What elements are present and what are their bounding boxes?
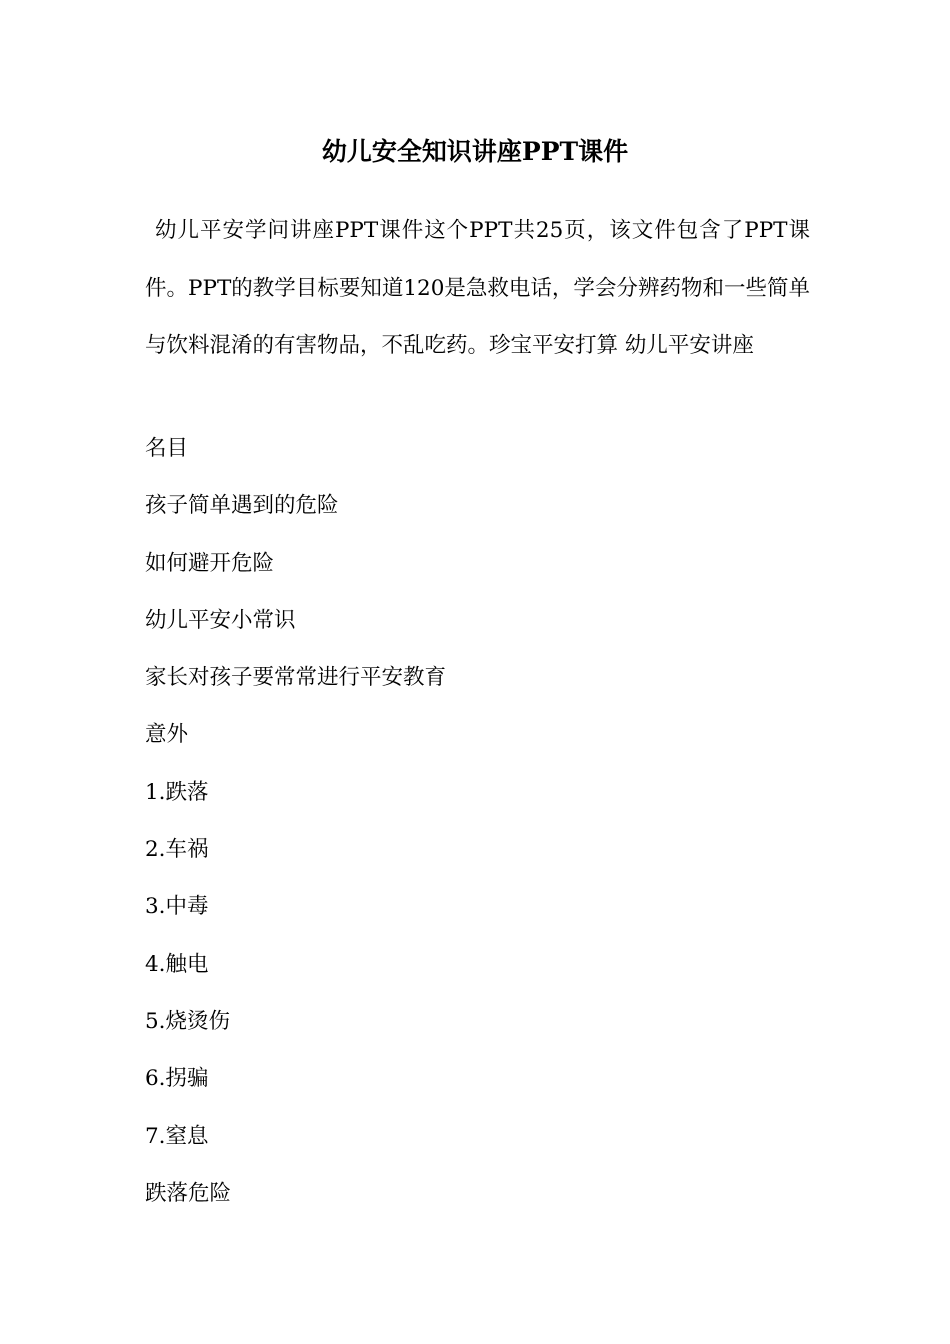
line-item-1: 1.跌落	[145, 779, 209, 805]
line-item-7: 7.窒息	[145, 1123, 209, 1149]
line-avoid-danger: 如何避开危险	[145, 550, 275, 576]
line-fall-danger: 跌落危险	[145, 1180, 232, 1206]
line-dangers: 孩子简单遇到的危险	[145, 493, 339, 519]
line-item-4: 4.触电	[145, 951, 209, 977]
line-item-6: 6.拐骗	[145, 1066, 209, 1092]
line-accidents: 意外	[145, 722, 189, 748]
line-safety-tips: 幼儿平安小常识	[145, 607, 296, 633]
line-item-2: 2.车祸	[145, 837, 209, 863]
line-toc-heading: 名目	[145, 436, 189, 461]
line-item-3: 3.中毒	[145, 894, 209, 920]
document-title: 幼儿安全知识讲座PPT课件	[321, 137, 629, 166]
content-lines	[145, 428, 810, 1230]
line-parent-education: 家长对孩子要常常进行平安教育	[145, 665, 447, 691]
line-item-5: 5.烧烫伤	[145, 1008, 231, 1034]
intro-paragraph: 幼儿平安学问讲座PPT课件这个PPT共25页，该文件包含了PPT课件。PPT的教学目标要知道120是急救电话，学会分辨药物和一些简单与饮料混淆的有害物品，不乱吃药。珍宝平安打算 幼儿平安讲座	[145, 218, 810, 358]
